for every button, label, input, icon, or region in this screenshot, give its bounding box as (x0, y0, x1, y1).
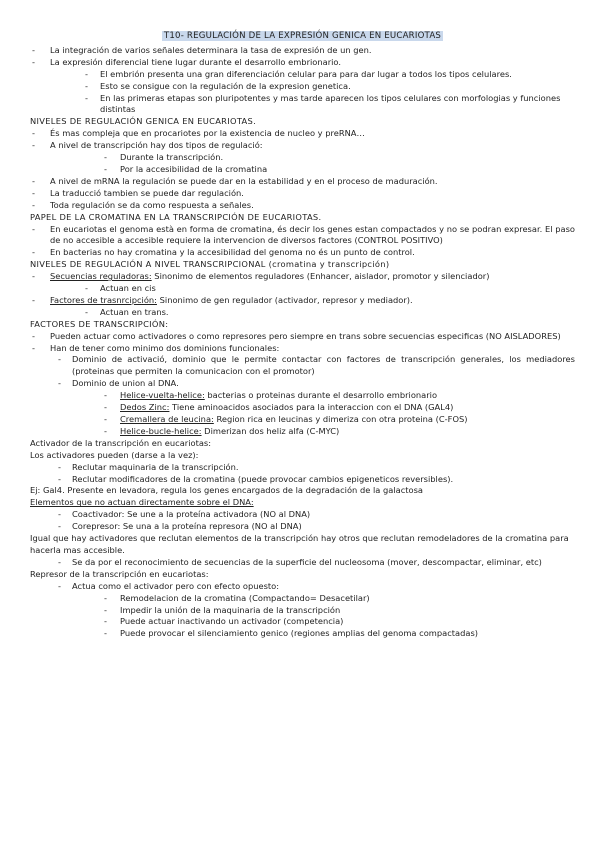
bullet-item: - Corepresor: Se una a la proteína represora (NO al DNA) (30, 521, 575, 533)
sub-bullet-item: - Actuan en trans. (30, 307, 575, 319)
bullet-item: - La traducció tambien se puede dar regulación. (30, 188, 575, 200)
term: Factores de trasnrcipción: (50, 294, 157, 305)
definition: Sinonimo de elementos reguladores (Enhancer, aislador, promotor y silenciador) (151, 271, 490, 282)
bullet-item: - Pueden actuar como activadores o como represores pero siempre en trans sobre secuencias especificas (NO AISLADORES) (30, 331, 575, 343)
sub-bullet-item: - Puede provocar el silenciamiento genico (regiones amplias del genoma compactadas) (30, 628, 575, 640)
definition: Dimerizan dos heliz alfa (C-MYC) (201, 425, 340, 436)
bullet-item: - Reclutar maquinaria de la transcripción. (30, 462, 575, 474)
definition: Region rica en leucinas y dimeriza con otra proteina (C-FOS) (213, 414, 468, 424)
paragraph: Los activadores pueden (darse a la vez): (30, 449, 199, 460)
term: Dedos Zinc: (120, 402, 170, 413)
paragraph-title: Activador de la transcripción en eucariotas: (30, 437, 212, 448)
bullet-item (30, 295, 575, 307)
bullet-item: - A nivel de transcripción hay dos tipos de regulació: (30, 140, 575, 152)
section-heading: FACTORES DE TRANSCRIPCIÓN: (30, 318, 169, 329)
sub-sub-bullet-item (30, 402, 575, 414)
term: Helice-vuelta-helice: (120, 390, 205, 401)
sub-sub-bullet-item (30, 426, 575, 438)
bullet-item: - En eucariotas el genoma està en forma de cromatina, és decir los genes estan compactados y no se podran expresar. El paso de no accesible a accesible requiere la intervencion de diversos factores (CONTROL POSITIVO) (30, 224, 575, 248)
definition: Tiene aminoacidos asociados para la interaccion con el DNA (GAL4) (169, 402, 454, 413)
sub-bullet-item: - Por la accesibilidad de la cromatina (30, 164, 575, 176)
paragraph: Igual que hay activadores que reclutan elementos de la transcripción hay otros que reclutan remodeladores de la cromatina para hacerla mas accesible. (30, 533, 569, 555)
bullet-item: - Reclutar modificadores de la cromatina (puede provocar cambios epigeneticos reversibles). (30, 474, 575, 486)
sub-bullet-item: - Puede actuar inactivando un activador (competencia) (30, 616, 575, 628)
document-page (30, 30, 575, 640)
sub-bullet-item: - En las primeras etapas son pluripotentes y mas tarde aparecen los tipos celulares con morfologias y funciones distintas (30, 93, 575, 117)
sub-bullet-item: - Dominio de activació, dominio que le permite contactar con factores de transcripción generales, los mediadores (proteinas que permiten la comunicacion con el promotor) (30, 354, 575, 378)
definition: bacterias o proteinas durante el desarrollo embrionario (204, 390, 438, 401)
term: Secuencias reguladoras: (50, 271, 152, 282)
paragraph-title: Represor de la transcripción en eucariotas: (30, 568, 209, 579)
bullet-item: - A nivel de mRNA la regulación se puede dar en la estabilidad y en el proceso de maduración. (30, 176, 575, 188)
sub-bullet-item: - El embrión presenta una gran diferenciación celular para para dar lugar a todos los tipos celulares. (30, 69, 575, 81)
section-heading: NIVELES DE REGULACIÓN A NIVEL TRANSCRIPCIONAL (cromatina y transcripción) (30, 259, 390, 270)
bullet-item: - La integración de varios señales determinara la tasa de expresión de un gen. (30, 45, 575, 57)
bullet-item: - En bacterias no hay cromatina y la accesibilidad del genoma no és un punto de control. (30, 247, 575, 259)
sub-bullet-item: - Esto se consigue con la regulación de la expresion genetica. (30, 81, 575, 93)
bullet-item: - Actua como el activador pero con efecto opuesto: (30, 581, 575, 593)
bullet-item: - Han de tener como minimo dos dominions funcionales: (30, 343, 575, 355)
sub-bullet-item: - Impedir la unión de la maquinaria de la transcripción (30, 605, 575, 617)
bullet-item: - Coactivador: Se une a la proteína activadora (NO al DNA) (30, 509, 575, 521)
paragraph: Ej: Gal4. Presente en levadora, regula los genes encargados de la degradación de la galactosa (30, 485, 424, 496)
bullet-item: - És mas compleja que en procariotes por la existencia de nucleo y preRNA… (30, 128, 575, 140)
sub-bullet-item: - Remodelacion de la cromatina (Compactando= Desacetilar) (30, 593, 575, 605)
bullet-item: - Toda regulación se da como respuesta a señales. (30, 200, 575, 212)
sub-bullet-item: - Actuan en cis (30, 283, 575, 295)
bullet-item: - La expresión diferencial tiene lugar durante el desarrollo embrionario. (30, 57, 575, 69)
sub-bullet-item: - Durante la transcripción. (30, 152, 575, 164)
document-title: T10- REGULACIÓN DE LA EXPRESIÓN GENICA EN EUCARIOTAS (163, 31, 442, 41)
term: Cremallera de leucina: (120, 414, 214, 424)
bullet-item (30, 271, 575, 283)
sub-bullet-item: - Dominio de union al DNA. (30, 378, 575, 390)
section-heading: NIVELES DE REGULACIÓN GENICA EN EUCARIOTAS. (30, 116, 257, 127)
bullet-item: - Se da por el reconocimiento de secuencias de la superficie del nucleosoma (mover, descompactar, eliminar, etc) (30, 557, 575, 569)
term: Helice-bucle-helice: (120, 425, 202, 436)
sub-sub-bullet-item (30, 390, 575, 402)
underlined-heading: Elementos que no actuan directamente sobre el DNA: (30, 497, 254, 508)
definition: Sinonimo de gen regulador (activador, represor y mediador). (156, 294, 413, 305)
sub-sub-bullet-item (30, 414, 575, 426)
section-heading: PAPEL DE LA CROMATINA EN LA TRANSCRIPCIÓN DE EUCARIOTAS. (30, 211, 322, 222)
